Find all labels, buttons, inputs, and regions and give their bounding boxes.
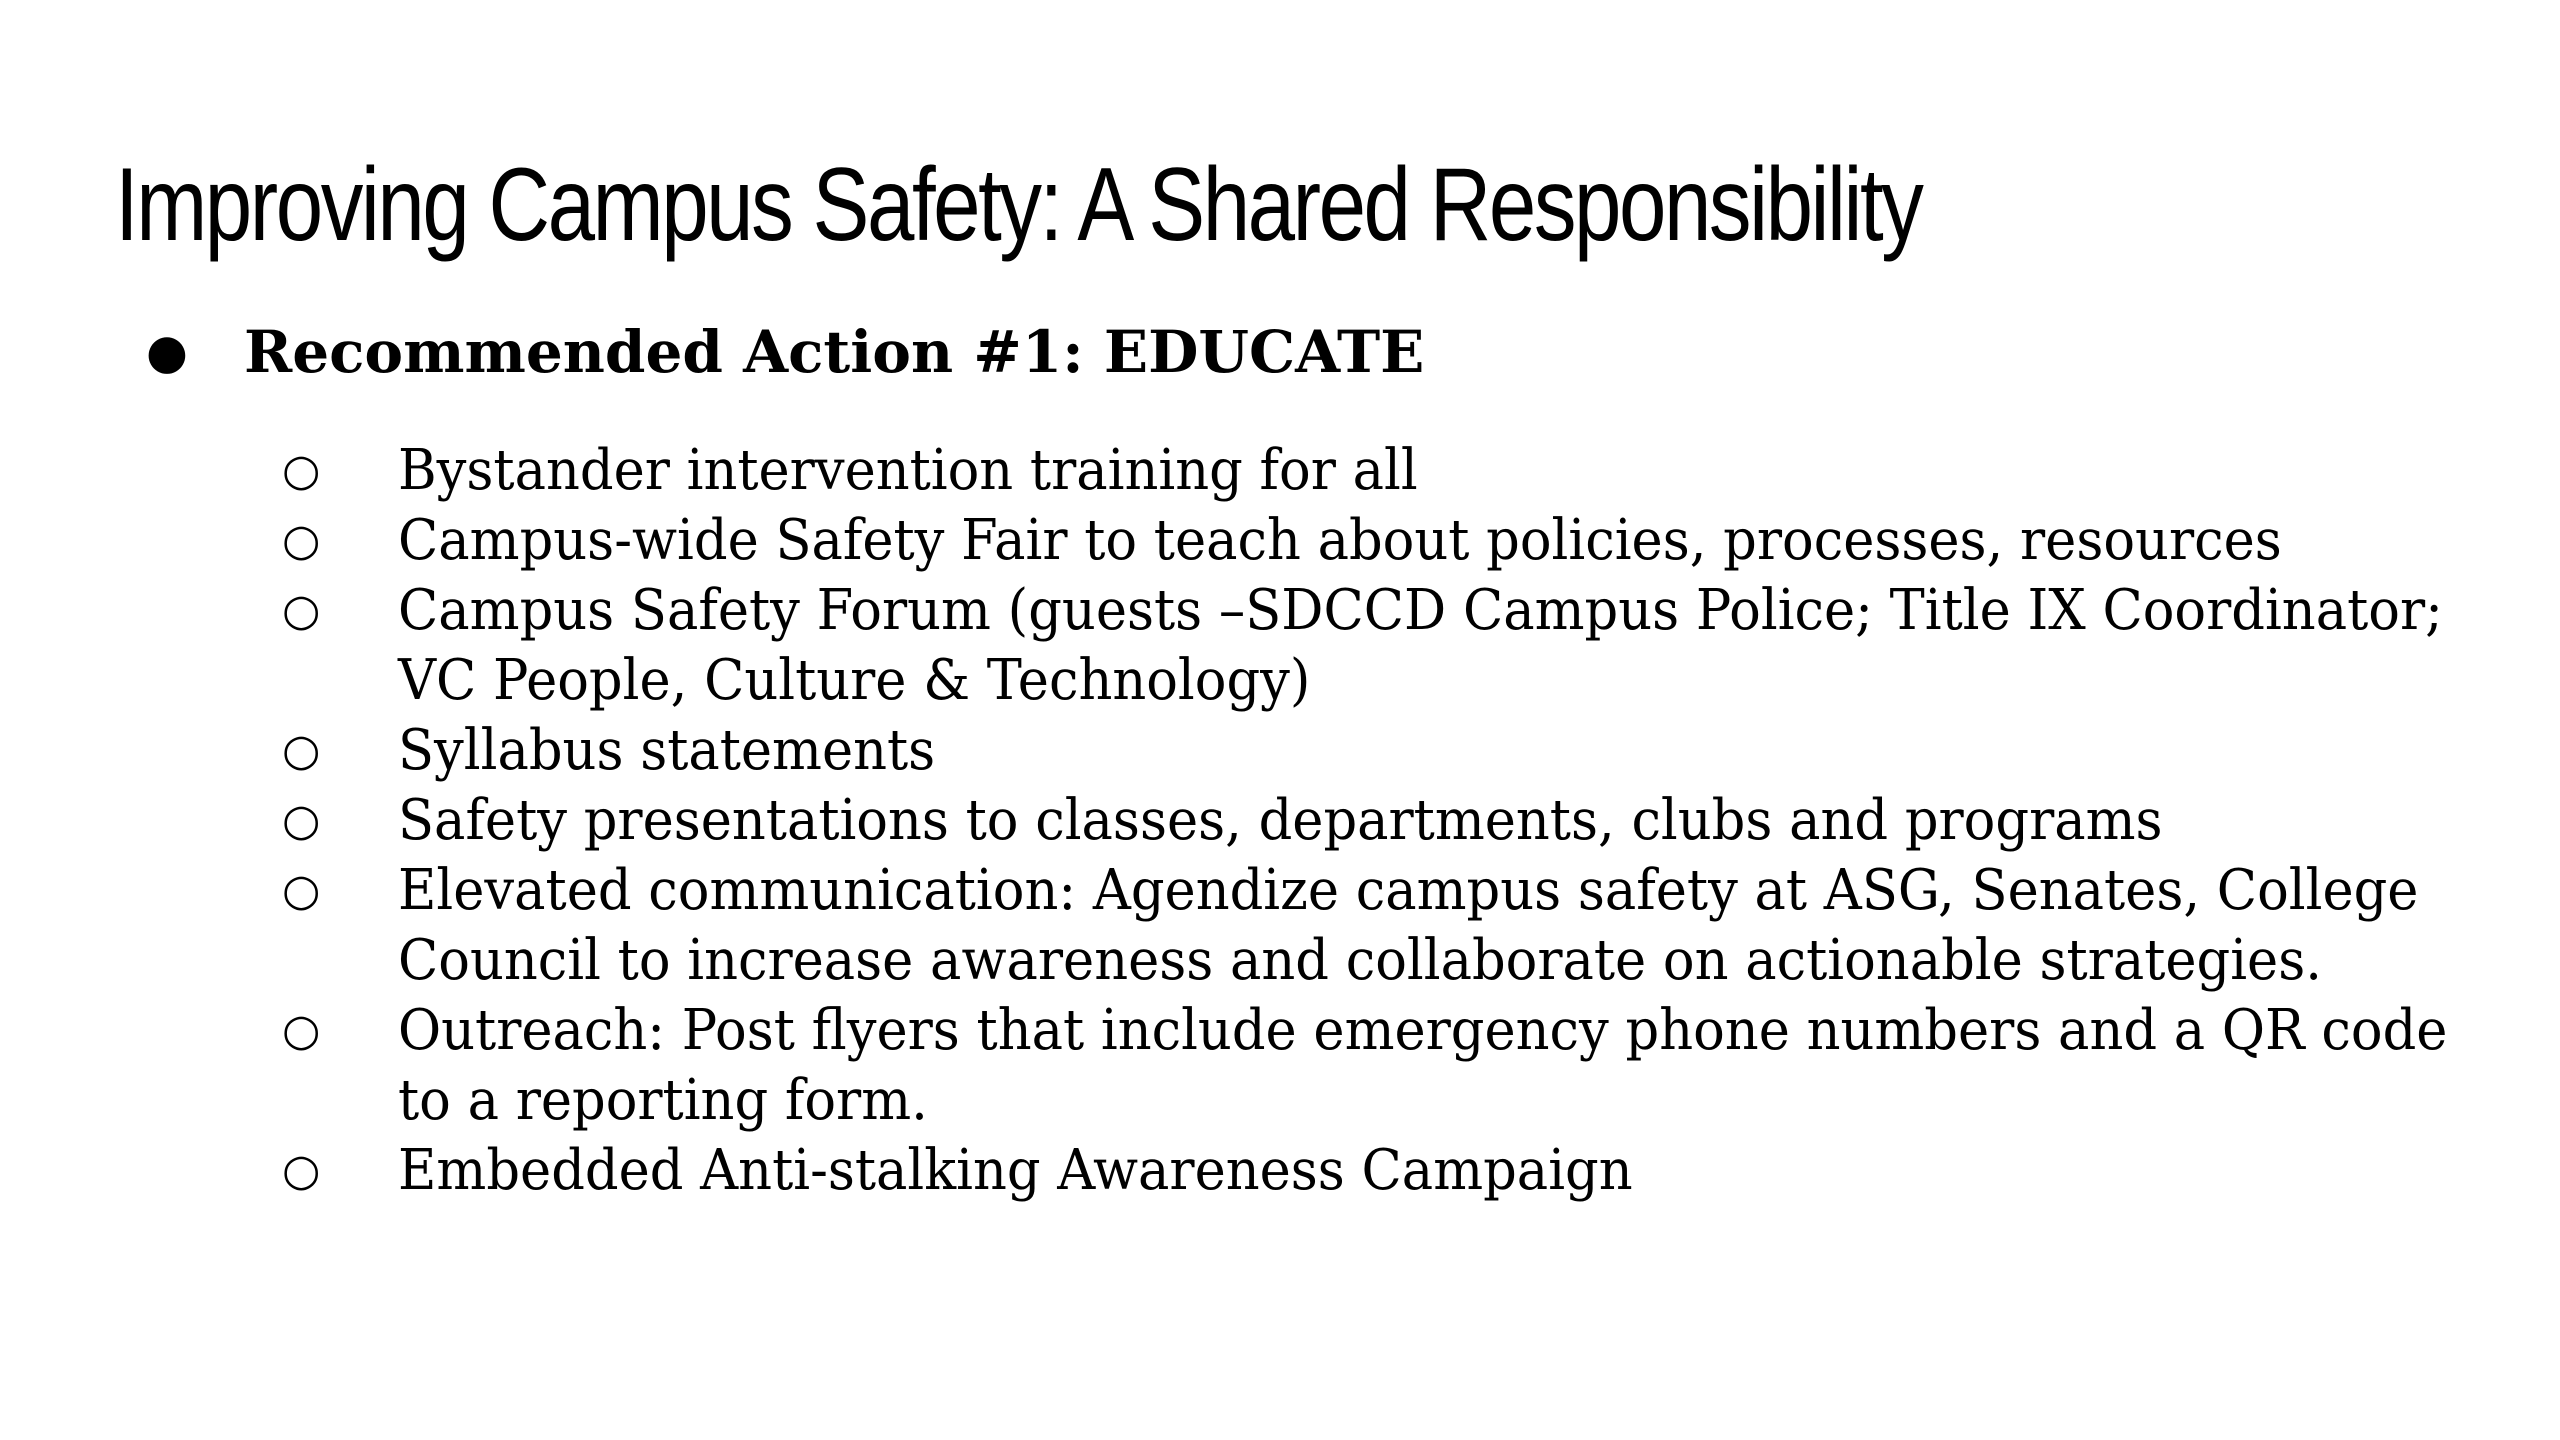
sub-list-item	[0, 576, 2458, 716]
sub-list-item	[0, 436, 2458, 506]
sub-list-item	[0, 1136, 2458, 1206]
sub-bullet-list	[0, 436, 2458, 1206]
hollow-bullet-icon: ○	[282, 865, 321, 916]
sub-list-item	[0, 786, 2458, 856]
sub-list-item-text: Safety presentations to classes, departments, clubs and programs	[398, 788, 2163, 853]
sub-list-item-text: Syllabus statements	[398, 718, 936, 783]
hollow-bullet-icon: ○	[282, 445, 321, 496]
hollow-bullet-icon: ○	[282, 1145, 321, 1196]
slide-title: Improving Campus Safety: A Shared Responsibility	[115, 147, 1922, 263]
sub-list-item	[0, 506, 2458, 576]
sub-list-item-text: Embedded Anti-stalking Awareness Campaign	[398, 1138, 1633, 1203]
sub-list-item-text: Campus Safety Forum (guests –SDCCD Campus Police; Title IX Coordinator; VC People, Culture & Technology)	[398, 578, 2443, 713]
hollow-bullet-icon: ○	[282, 795, 321, 846]
recommended-action-item	[0, 312, 1424, 392]
sub-list-item-text: Elevated communication: Agendize campus safety at ASG, Senates, College Council to increase awareness and collaborate on actionable strategies.	[398, 858, 2419, 993]
hollow-bullet-icon: ○	[282, 1005, 321, 1056]
hollow-bullet-icon: ○	[282, 515, 321, 566]
sub-list-item	[0, 996, 2458, 1136]
filled-bullet-icon: ●	[146, 324, 188, 380]
sub-list-item	[0, 716, 2458, 786]
hollow-bullet-icon: ○	[282, 585, 321, 636]
sub-list-item-text: Campus-wide Safety Fair to teach about policies, processes, resources	[398, 508, 2282, 573]
hollow-bullet-icon: ○	[282, 725, 321, 776]
sub-list-item	[0, 856, 2458, 996]
main-bullet-list	[0, 312, 1424, 392]
recommended-action-label: Recommended Action #1: EDUCATE	[244, 318, 1425, 386]
sub-list-item-text: Outreach: Post flyers that include emergency phone numbers and a QR code to a reporting form.	[398, 998, 2448, 1133]
sub-list-item-text: Bystander intervention training for all	[398, 438, 1418, 503]
